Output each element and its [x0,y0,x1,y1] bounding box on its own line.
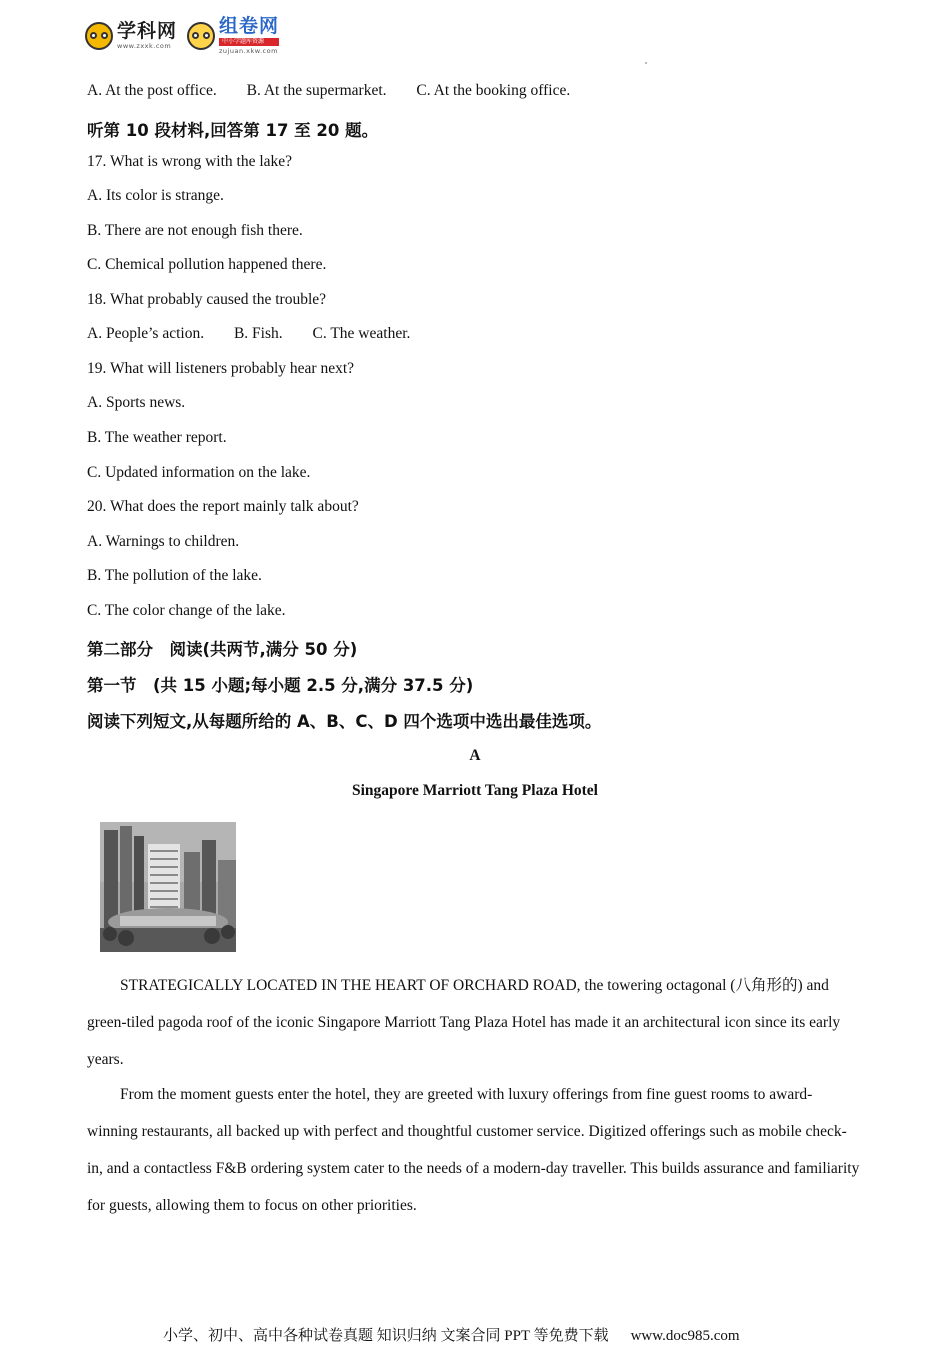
city-skyline-icon [100,822,236,952]
option: C. Updated information on the lake. [87,464,311,481]
logo2-subtitle: zujuan.xkw.com [219,47,278,56]
option: B. Fish. [233,325,283,342]
option: A. Its color is strange. [87,187,224,204]
passage-paragraph: From the moment guests enter the hotel, they are greeted with luxury offerings from fine guest rooms to award-winning restaurants, all backed up with perfect and thoughtful customer service. Digitized offerings such as mobile check-in, and a contactless F&B ordering system cater to the needs of a modern-day traveller. This builds assurance and familiarity for guests, allowing them to focus on other priorities. [87,1086,860,1214]
option: A. Sports news. [87,394,186,411]
question-stem: 18. What probably caused the trouble? [87,291,327,308]
footer-text: 小学、初中、高中各种试卷真题 知识归纳 文案合同 PPT 等免费下载 [163,1328,609,1344]
question-stem: 20. What does the report mainly talk about? [87,498,359,515]
option: C. At the booking office. [416,82,571,99]
footer-url[interactable]: www.doc985.com [630,1328,740,1344]
option: C. The weather. [312,325,411,342]
graduate-cap-icon [187,22,215,50]
option: B. The pollution of the lake. [87,567,262,584]
option: B. The weather report. [87,429,227,446]
option: A. People’s action. [87,325,205,342]
option: A. At the post office. [87,82,217,99]
option: B. There are not enough fish there. [87,222,303,239]
owl-face-icon [85,22,113,50]
q16-options [87,82,570,100]
header-logos [85,14,279,58]
passage-paragraph: STRATEGICALLY LOCATED IN THE HEART OF ORCHARD ROAD, the towering octagonal (八角形的) and green-tiled pagoda roof of the iconic Singapore Marriott Tang Plaza Hotel has made it an architectural icon since its early years. [87,977,841,1068]
logo2-badge: 中小学题库资源 [219,38,279,46]
decorative-dot [645,62,647,64]
option: A. Warnings to children. [87,533,240,550]
question-stem: 17. What is wrong with the lake? [87,153,293,170]
option: C. The color change of the lake. [87,602,286,619]
section1-title: 第一节 (共 15 小题;每小题 2.5 分,满分 37.5 分) [87,676,474,695]
question-stem: 19. What will listeners probably hear next? [87,360,355,377]
zxxk-logo[interactable] [85,22,177,50]
page-footer [163,1324,740,1345]
section10-header: 听第 10 段材料,回答第 17 至 20 题。 [87,121,379,140]
hotel-photo [100,822,236,952]
option: C. Chemical pollution happened there. [87,256,327,273]
q18-options [87,325,410,343]
passage-letter: A [469,747,481,764]
passage-title: Singapore Marriott Tang Plaza Hotel [352,782,598,799]
zujuan-logo[interactable] [187,17,279,55]
logo1-title: 学科网 [117,20,178,43]
option: B. At the supermarket. [246,82,387,99]
part2-title: 第二部分 阅读(共两节,满分 50 分) [87,640,358,659]
logo1-subtitle: www.zxxk.com [117,42,172,51]
logo2-title: 组卷网 [219,15,280,38]
reading-instructions: 阅读下列短文,从每题所给的 A、B、C、D 四个选项中选出最佳选项。 [87,712,602,731]
